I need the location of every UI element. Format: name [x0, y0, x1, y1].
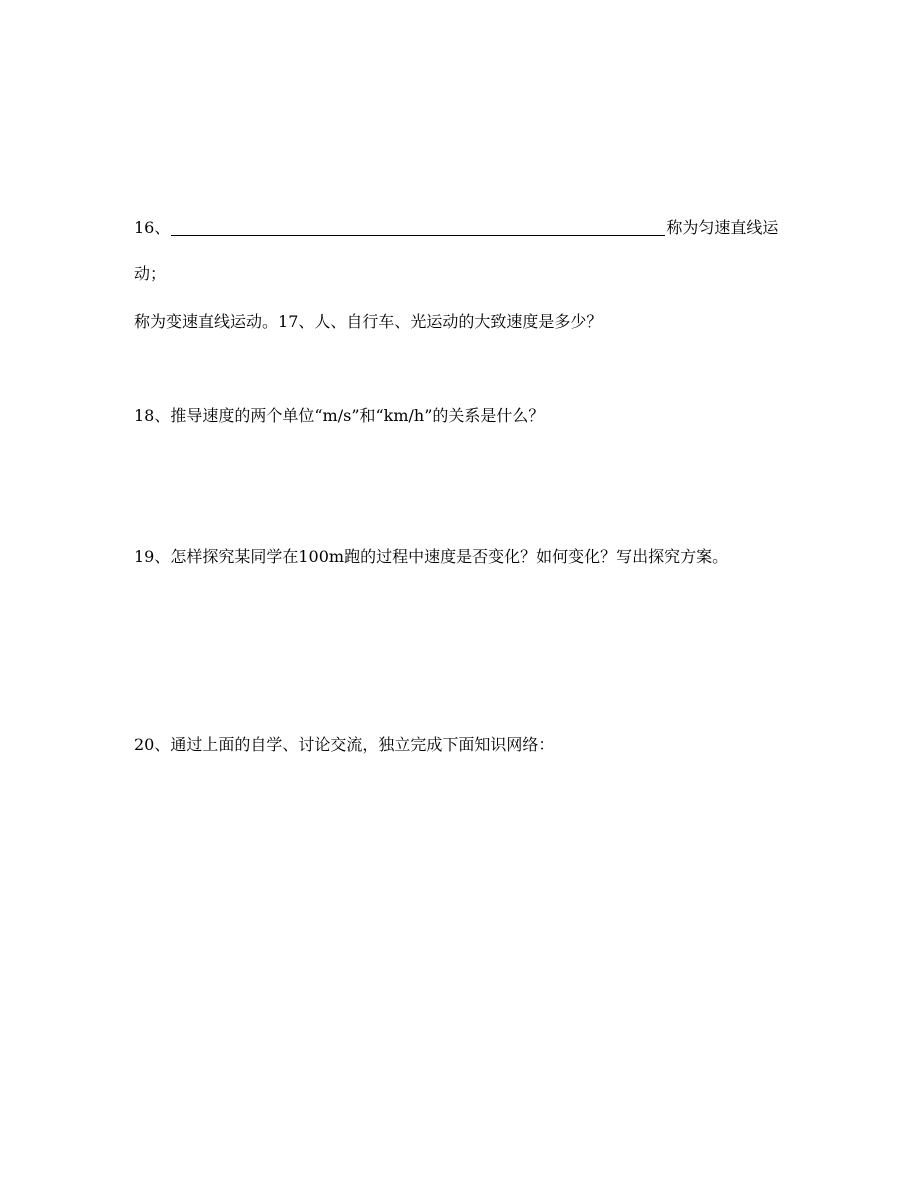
- question-16-line-1: [134, 218, 778, 238]
- question-16-variable-motion: 称为变速直线运动。: [134, 312, 279, 331]
- question-18-text: 18、推导速度的两个单位“m/s”和“km/h”的关系是什么？: [134, 406, 545, 425]
- question-16-continuation: 动；: [134, 264, 167, 283]
- question-19: [134, 547, 728, 567]
- question-20: [134, 735, 554, 755]
- question-16-17-line: [134, 312, 602, 332]
- question-16-answer-blank[interactable]: [171, 219, 665, 236]
- question-20-text: 20、通过上面的自学、讨论交流，独立完成下面知识网络：: [134, 735, 555, 754]
- question-18: [134, 406, 544, 426]
- question-16-text-end: 称为匀速直线运: [666, 218, 779, 237]
- question-16-number: 16、: [134, 218, 171, 237]
- question-17-text: 17、人、自行车、光运动的大致速度是多少？: [278, 312, 603, 331]
- question-19-text: 19、怎样探究某同学在100m跑的过程中速度是否变化？如何变化？写出探究方案。: [134, 547, 729, 566]
- question-16-line-2: [134, 264, 166, 284]
